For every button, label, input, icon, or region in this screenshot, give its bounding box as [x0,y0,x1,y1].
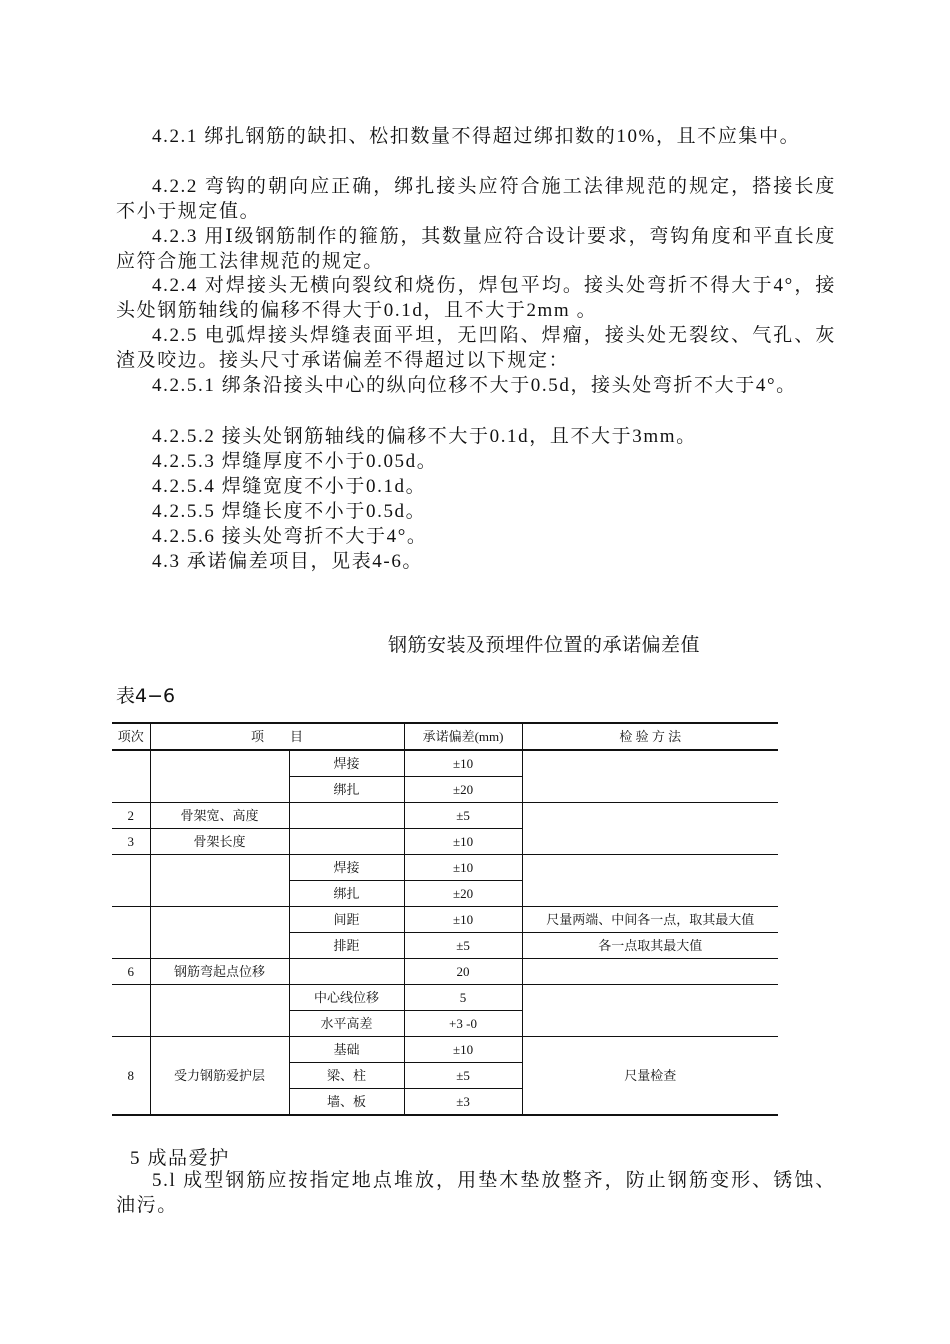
table-cell [112,985,150,1037]
table-cell: ±10 [404,750,522,777]
table-cell: 尺量两端、中间各一点，取其最大值 [522,907,778,933]
table-cell: ±10 [404,907,522,933]
para-4-2-5-6: 4.2.5.6 接头处弯折不大于4°。 [152,526,428,547]
section-heading: 5 成品爱护 [130,1148,230,1169]
table-cell [289,829,404,855]
para-4-2-5-5: 4.2.5.5 焊缝长度不小于0.5d。 [152,501,427,522]
table-cell [289,803,404,829]
table-cell: 各一点取其最大值 [522,933,778,959]
table-cell: 3 [112,829,150,855]
table-cell [112,907,150,959]
table-cell: 基础 [289,1037,404,1063]
table-cell [150,750,289,803]
tolerance-table [112,722,778,1116]
table-cell: 骨架长度 [150,829,289,855]
table-cell: ±5 [404,803,522,829]
table-cell: 排距 [289,933,404,959]
table-cell: 墙、板 [289,1089,404,1116]
table-cell: 6 [112,959,150,985]
table-cell: ±10 [404,855,522,881]
header-item: 项 目 [150,723,404,750]
table-title: 钢筋安装及预埋件位置的承诺偏差值 [388,634,701,656]
table-label: 表4−6 [116,685,176,707]
table-row [112,959,778,985]
table-cell: ±20 [404,881,522,907]
table-row [112,1037,778,1063]
table-cell [522,750,778,803]
table-cell: +3 -0 [404,1011,522,1037]
table-cell: ±3 [404,1089,522,1116]
table-cell [150,907,289,959]
table-row [112,750,778,777]
para-4-2-5-2: 4.2.5.2 接头处钢筋轴线的偏移不大于0.1d，且不大于3mm。 [152,426,697,447]
table-cell: ±5 [404,933,522,959]
para-4-2-5: 4.2.5 电弧焊接头焊缝表面平坦，无凹陷、焊瘤，接头处无裂纹、气孔、灰渣及咬边。接头尺寸承诺偏差不得超过以下规定： [116,325,836,371]
para-4-3: 4.3 承诺偏差项目，见表4-6。 [152,551,424,572]
table-cell: ±10 [404,1037,522,1063]
table-cell: 20 [404,959,522,985]
table-cell: 梁、柱 [289,1063,404,1089]
table-cell [289,959,404,985]
header-method: 检 验 方 法 [522,723,778,750]
para-5-1: 5.l 成型钢筋应按指定地点堆放，用垫木垫放整齐，防止钢筋变形、锈蚀、油污。 [116,1170,836,1216]
para-4-2-5-1: 4.2.5.1 绑条沿接头中心的纵向位移不大于0.5d，接头处弯折不大于4°。 [152,375,797,396]
table-cell [522,803,778,855]
para-4-2-5-4: 4.2.5.4 焊缝宽度不小于0.1d。 [152,476,427,497]
table-cell: 焊接 [289,855,404,881]
table-row [112,803,778,829]
para-4-2-1: 4.2.1 绑扎钢筋的缺扣、松扣数量不得超过绑扣数的10%，且不应集中。 [152,126,801,147]
table-cell: 水平高差 [289,1011,404,1037]
table-cell: 绑扎 [289,881,404,907]
table-cell: 5 [404,985,522,1011]
para-4-2-5-3: 4.2.5.3 焊缝厚度不小于0.05d。 [152,451,438,472]
table-row [112,855,778,881]
table-cell: 受力钢筋爱护层 [150,1037,289,1116]
table-cell: 焊接 [289,750,404,777]
table-cell: 绑扎 [289,777,404,803]
table-cell: ±20 [404,777,522,803]
table-cell: 间距 [289,907,404,933]
table-cell: 骨架宽、高度 [150,803,289,829]
table-cell [522,985,778,1037]
table-cell [522,959,778,985]
para-4-2-3: 4.2.3 用Ⅰ级钢筋制作的箍筋，其数量应符合设计要求，弯钩角度和平直长度应符合施工法律规范的规定。 [116,226,836,272]
table-cell [112,855,150,907]
header-tolerance: 承诺偏差(mm) [404,723,522,750]
table-cell [112,750,150,803]
table-cell: 尺量检查 [522,1037,778,1116]
table-row [112,907,778,933]
table-cell: 8 [112,1037,150,1116]
table-cell: ±5 [404,1063,522,1089]
para-4-2-4: 4.2.4 对焊接头无横向裂纹和烧伤，焊包平均。接头处弯折不得大于4°，接头处钢筋轴线的偏移不得大于0.1d，且不大于2mm 。 [116,275,836,321]
table-cell: ±10 [404,829,522,855]
table-cell [150,985,289,1037]
para-4-2-2: 4.2.2 弯钩的朝向应正确，绑扎接头应符合施工法律规范的规定，搭接长度不小于规定值。 [116,176,836,222]
table-cell [150,855,289,907]
header-no: 项次 [112,723,150,750]
table-cell [522,855,778,907]
table-cell: 中心线位移 [289,985,404,1011]
table-cell: 2 [112,803,150,829]
table-cell: 钢筋弯起点位移 [150,959,289,985]
table-header-row [112,723,778,750]
table-row [112,985,778,1011]
